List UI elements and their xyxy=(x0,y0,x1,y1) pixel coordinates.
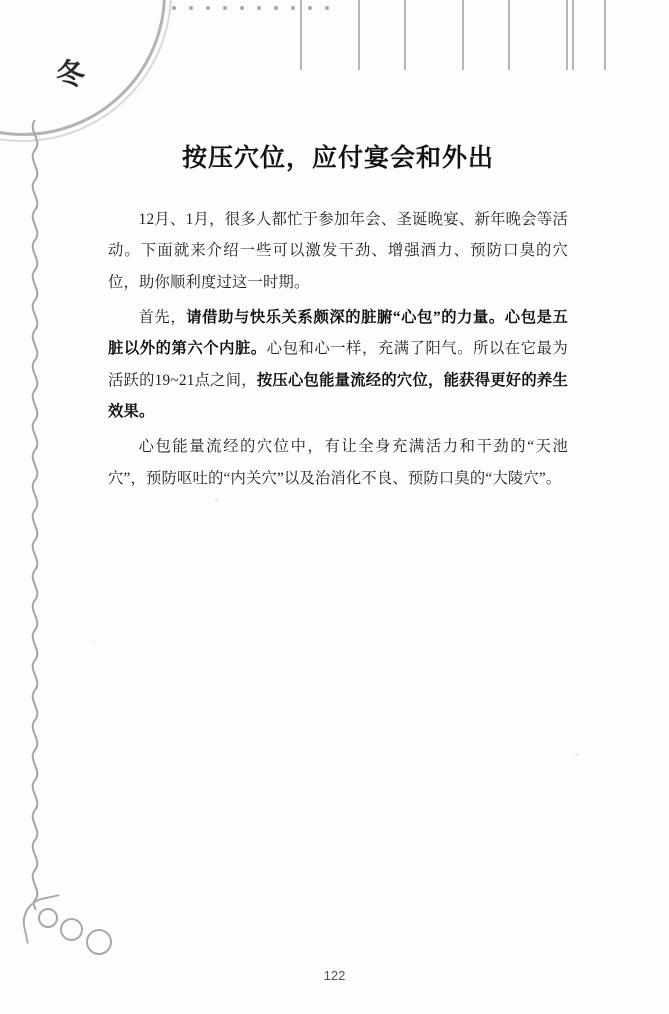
dot-icon xyxy=(291,6,295,10)
dot-icon xyxy=(206,6,210,10)
bubble-icon xyxy=(38,908,58,928)
paragraph-container xyxy=(108,204,568,494)
paragraph xyxy=(108,431,568,494)
dot-icon xyxy=(189,6,193,10)
dot-icon xyxy=(257,6,261,10)
bubble-decoration-group xyxy=(38,896,128,966)
page-number: 122 xyxy=(323,968,346,983)
dot-icon xyxy=(172,6,176,10)
arc-icon xyxy=(572,0,606,70)
dot-icon xyxy=(274,6,278,10)
body-text: 心包能量流经的穴位中，有让全身充满活力和干劲的“天池穴”，预防呕吐的“内关穴”以及治消化不良、预防口臭的“大陵穴”。 xyxy=(108,438,568,487)
arc-icon xyxy=(508,0,568,70)
paper-speckle xyxy=(215,498,218,501)
bubble-icon xyxy=(86,929,112,955)
article-body xyxy=(108,120,568,496)
paper-speckle xyxy=(575,753,578,756)
wavy-rule-decoration xyxy=(26,120,44,910)
season-mark: 冬 xyxy=(56,57,88,91)
body-text: 12月、1月，很多人都忙于参加年会、圣诞晚宴、新年晚会等活动。下面就来介绍一些可以激发干劲、增强酒力、预防口臭的穴位，助你顺利度过这一时期。 xyxy=(108,211,568,291)
emphasis-text: 请借助与快乐关系颇深的脏腑“心包”的力量。心包是五脏以外的第六个内脏。 xyxy=(108,309,568,358)
arc-icon xyxy=(404,0,464,70)
dot-icon xyxy=(223,6,227,10)
bubble-icon xyxy=(60,918,83,941)
page-title: 按压穴位，应付宴会和外出 xyxy=(181,143,494,172)
paragraph xyxy=(108,204,568,298)
emphasis-text: 按压心包能量流经的穴位，能获得更好的养生效果。 xyxy=(108,371,568,421)
paragraph xyxy=(108,302,568,427)
arc-decoration-group xyxy=(300,0,630,38)
paper-speckle xyxy=(92,640,94,642)
dot-icon xyxy=(240,6,244,10)
arc-icon xyxy=(300,0,360,70)
body-text: 心包和心一样，充满了阳气。所以在它最为活跃的19~21点之间， xyxy=(108,340,568,389)
body-text: 首先， xyxy=(138,309,187,327)
